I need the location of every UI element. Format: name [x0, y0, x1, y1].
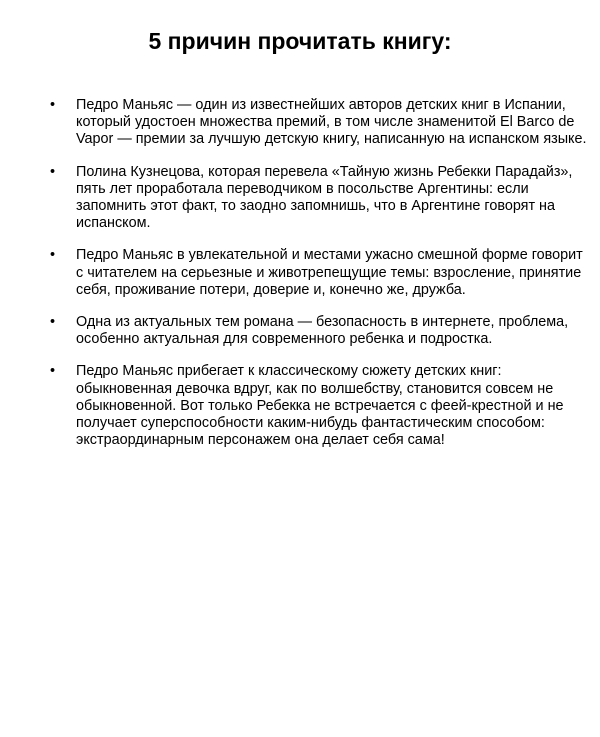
reason-text: Педро Маньяс в увлекательной и местами ужасно смешной форме говорит с читателем на серьезные и животрепещущие темы: взросление, принятие себя, проживание потери, доверие и, конечно же, дружба.: [76, 247, 583, 298]
bullet-icon: •: [50, 97, 56, 113]
page-title: 5 причин прочитать книгу:: [148, 28, 452, 54]
reason-text: Педро Маньяс прибегает к классическому сюжету детских книг: обыкновенная девочка вдруг, как по волшебству, становится совсем не обыкновенной. Вот только Ребекка не встречается с феей-крестной и не получает суперспособности каким-нибудь фантастическим способом: экстраординарным персонажем она делает себя сама!: [76, 363, 564, 449]
list-item-reason-5: [50, 363, 590, 449]
reason-text: Одна из актуальных тем романа — безопасность в интернете, проблема, особенно актуальная для современного ребенка и подростка.: [76, 314, 569, 348]
list-item-reason-3: [50, 247, 590, 299]
bullet-icon: •: [50, 163, 56, 180]
bullet-icon: •: [50, 314, 56, 331]
reasons-list: [50, 97, 590, 464]
reason-text: Педро Маньяс — один из известнейших авторов детских книг в Испании, который удостоен множества премий, в том числе знаменитой El Barco de Vapor — премии за лучшую детскую книгу, написанную на испанском языке.: [76, 97, 587, 148]
bullet-icon: •: [50, 247, 56, 264]
list-item-reason-4: [50, 314, 590, 348]
list-item-reason-2: [50, 164, 590, 233]
list-item-reason-1: [50, 97, 590, 149]
bullet-icon: •: [50, 363, 56, 380]
reason-text: Полина Кузнецова, которая перевела «Тайную жизнь Ребекки Парадайз», пять лет проработала переводчиком в посольстве Аргентины: если запомнить этот факт, то заодно запомнишь, что в Аргентине говорят на испанском.: [76, 163, 573, 232]
